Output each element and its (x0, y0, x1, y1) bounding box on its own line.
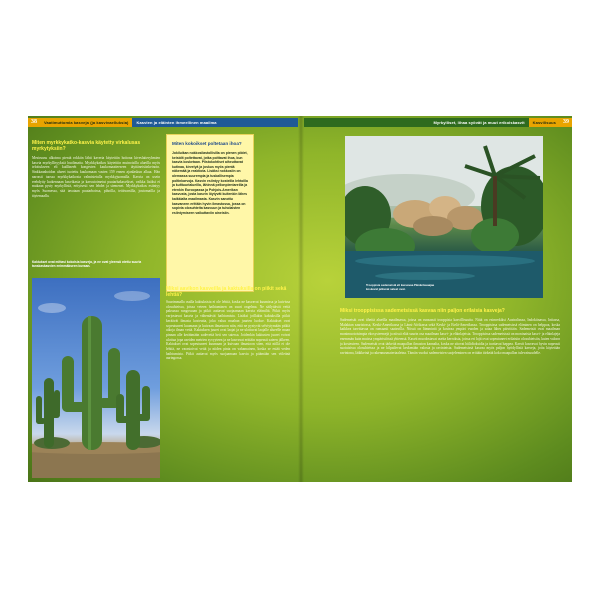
right-page-header (304, 118, 572, 127)
cactus-photo (32, 278, 160, 478)
right-column-heading: Miksi trooppisissa sademetsissä kasvaa niin paljon erilaisia kasveja? (340, 308, 505, 314)
right-category-label: Kasvilisuus (529, 118, 560, 127)
book-spine (298, 116, 304, 482)
left-photo-caption: Kaktukset ovat mittasi kokoisia kasveja, ja ne ovat yleensä otettu suuria tanskaskasvien enimmäkseen kuvaan. (32, 260, 142, 268)
middle-column-text: Suurimmalla osalla kaktuksista ei ole lehtiä, koska ne kasvavat kuumissa ja kuivissa olosuhteissa, joissa veteen haihtuminen on suuri ongelma. Ne säilyttävät vettä paksussa rungossaan ja piikit auttavat suojaamaan kasvia eläimiltä. Piikit myös varjostavat kasvia ja vähentävät haihtumista. Lisäksi joillakin kaktuksilla piikit keräävät ilmasta kosteutta, joka valuu maahan juurten luokse. Kaktukset ovat sopeutuneet kuumaan ja kuivaan ilmastoon niin, että ne pystyvät selviytymään pitkiä aikoja ilman vettä. Kaktuksen juuret ovat laajat ja ne ulottuvat laajalle alueelle maan pinnan alle keräämään sadevettä heti sen satessa. Joidenkin kaktusten juuret voivat ulottua jopa useiden metrien syvyyteen ja ne kasvavat erittäin nopeasti sateen jälkeen. Kaktukset ovat sopeutuneet kuumaan ja kuivaan ilmastoon siten, että niillä ei ole lehtiä, ne varastoivat vettä ja niiden pinta on vahamainen, koska se estää veden haihtumista. Piikit auttavat myös suojaamaan kasvia ja pitämään sen viileänä auringossa. (166, 300, 290, 361)
left-subsection-label: Kasvien ja eläinten ihmeellinen maailma (132, 118, 298, 127)
right-section-label: Myrkylliset, lihaa syövät ja muut erikoiskasvit (304, 118, 529, 127)
right-photo-caption: Trooppisia sademetsiä eli kasvavaa Päiväntasaajaa koskevat jatkuvat sateet ovat. (366, 283, 435, 291)
rainforest-illustration (345, 136, 543, 298)
left-column-heading: Miten myrkkykatko-kasvia käytetty virkalusas myrkytyksiin? (32, 140, 141, 152)
book-spread (28, 116, 572, 482)
left-page-number: 38 (28, 118, 40, 127)
info-box-text: Jokiluikan nokkosilastollisilla on pienen piidet, keisidit poltettavat, jotka polttavat ihoa, kun kasvia kosketaan. Piistokohtiset aiheuttavat kutinaa, kirvelyä ja joskus myös pientä näkemää ja reaktiota. Lisäksi nokkosiin on olemassa suurempia ja tuskallisempia poltinkarvoja. Kasvin esiintyy kosteilla lehtoilla ja kulttuurialueilla, lähinnä pellonpientareilla ja etenkin Euroopassa ja Pohjois-Amerikan kasvusta, josta kasvin löytyvät kuitenkin lähes kaikkialta maailmasta. Kasvin sanottu kasvaneen erittäin hyvin ilmastossa, jossa on sopivia olosuhteita kasvuun ja tuholaisten esiintymiseen vaikuttaviin aineisiin. (172, 151, 248, 215)
left-column-text: Mesiruusu alkoima pientä rokkiin lähti kaveria käytettiin hoitona kiveslaiteryhmien kasvia myrkyllisyyksiä huolimatta. Myrkkykatkos käytettiin muinoisilla alueilla myös teloitukseen eli kuillineeh kongesten kaukomaatteeseen täyttäneisiinkeinoin. Sinkkaanhoidon alueet tuotettu kaukomaan vasten 159 ennen ajanlaskun alkua. Hän narrasti tuossa myrkkykatkosta valmistetulla myrkkyjuomalla. Kasvia on usein erehdytty luokennaan kasvikasia ja kasvutoimetut puutarhakasvikset, vaikka lisäksi ei mukaan pysty myrkyllistä, erityisesti sen lehdet ja siemenet. Myrkkykatkos esiintyy myös Suomessa, sitä tavataan puutarhoissa, pihoilla, teitävarsilla, joutomailla ja täytemaalla. (32, 156, 160, 198)
left-section-label: Vaatimuttomia kasveja (ja kasvivaelluksia) (40, 118, 132, 127)
cactus-illustration (32, 278, 160, 478)
rainforest-photo (345, 136, 543, 298)
left-page-header (28, 118, 298, 127)
info-box (166, 134, 254, 292)
right-page-number: 39 (560, 118, 572, 127)
info-box-title: Miten kokoikset poltetaan ihoa? (172, 141, 242, 146)
middle-column-heading: Miksi aavikon kasveilla ja kaktuksilla on piikit sekä lehtiä? (166, 286, 287, 298)
right-column-text: Sademetsät ovat tiheitä alueilla maailmassa, joissa on runsaasti trooppista kasvillisuutta. Niitä on esimerkiksi Australiassa, Indokiinassa, Intiassa, Malaktan saaristossa, Keski-Amerikassa ja Länsi-Afrikassa sekä Keski- ja Etelä-Amerikassa. Trooppisissa sademetsissä eläminen on helppoa, koska kaikkea tarvittavaa on runsaasti saatavilla. Niissä on lämmintä ja kosteaa ympäri vuoden ja sataa lähes päivittäin. Sademetsät ovat maailman monimuotoisimpia ekosysteemejä ja niissä elää suurin osa maailman kasvi- ja eläinlajeista. Trooppisissa sademetsissä on moninaisia kasvi- ja eläinlajeja enemmän kuin muissa ympäristöissä yhteensä. Kasvit muodostavat useita kerroksia, joissa eri lajit ovat sopeutuneet erilaisiin olosuhteisiin, kuten valoon ja kosteuteen. Sademetsät ovat tärkeitä maapallon ilmaston kannalta, koska ne sitovat hiilidioksidia ja tuottavat happea. Kasvit kasvavat hyvin nopeasti suotuisissa olosuhteissa ja ne kilpailevat keskenään valosta ja ravinteista. Sademetsissä kasvaa myös paljon hyödyllisiä kasveja, joita käytetään ravintona, lääkkeinä ja rakennusmateriaaleina. Tämän vuoksi sademetsien suojeleminen on erittäin tärkeää koko maapallon tulevaisuudelle. (340, 318, 560, 355)
